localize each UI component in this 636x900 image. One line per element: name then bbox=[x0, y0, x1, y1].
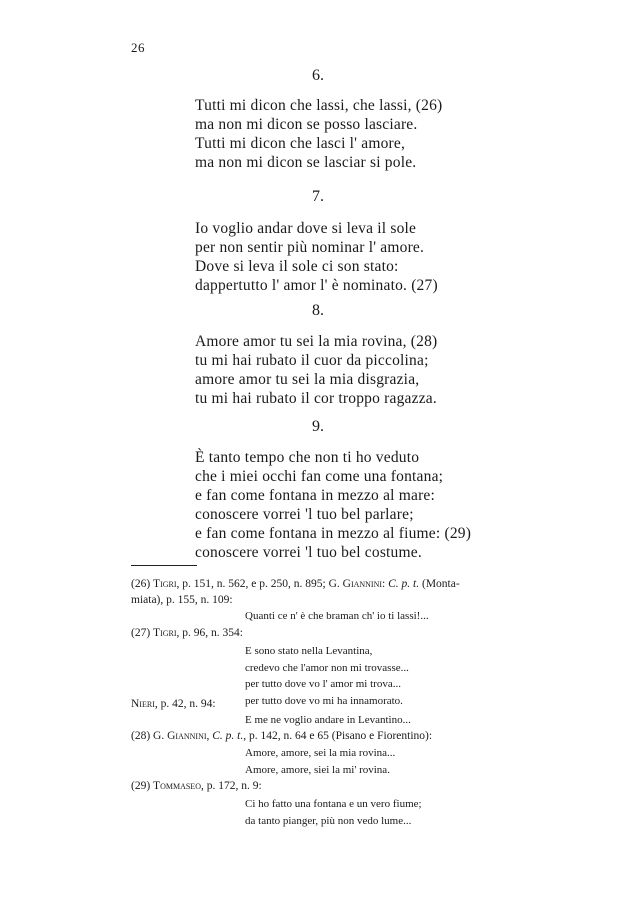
verse-line: Tutti mi dicon che lassi, che lassi, (26) bbox=[195, 97, 443, 114]
quote-line: E sono stato nella Levantina, bbox=[245, 645, 373, 657]
stanza-8 bbox=[195, 332, 437, 408]
footnote-author: G. Giannini bbox=[153, 730, 207, 742]
stanza-number: 8. bbox=[312, 302, 324, 319]
quote-line: credevo che l'amor non mi trovasse... bbox=[245, 661, 409, 674]
footnote-work: C. p. t. bbox=[388, 578, 420, 590]
footnote-nieri bbox=[131, 697, 216, 712]
footnote-quote bbox=[245, 712, 411, 729]
verse-line: conoscere vorrei 'l tuo bel costume. bbox=[195, 544, 422, 561]
verse-line: e fan come fontana in mezzo al fiume: (29) bbox=[195, 525, 472, 542]
footnote-ref: (Monta- bbox=[422, 578, 460, 590]
verse-line: tu mi hai rubato il cuor da piccolina; bbox=[195, 352, 429, 369]
footnote-ref: , p. 42, n. 94: bbox=[154, 698, 216, 710]
stanza-number: 9. bbox=[312, 418, 324, 435]
verse-line: per non sentir più nominar l' amore. bbox=[195, 239, 425, 256]
quote-line: per tutto dove vo l' amor mi trova... bbox=[245, 678, 401, 690]
footnote-continuation: miata), p. 155, n. 109: bbox=[131, 594, 233, 606]
stanza-number: 6. bbox=[312, 67, 324, 84]
quote-line: Ci ho fatto una fontana e un vero fiume; bbox=[245, 798, 422, 810]
footnote-quote bbox=[245, 608, 429, 625]
footnote-28: (28) G. Giannini, C. p. t., p. 142, n. 64 e 65 (Pisano e Fiorentino): bbox=[131, 730, 433, 742]
verse-line: amore amor tu sei la mia disgrazia, bbox=[195, 371, 420, 388]
verse-line: conoscere vorrei 'l tuo bel parlare; bbox=[195, 506, 414, 523]
footnote-26 bbox=[131, 577, 460, 592]
footnote-mark: (26) bbox=[131, 578, 151, 590]
footnote-29 bbox=[131, 779, 262, 794]
quote-line: Amore, amore, sei la mia rovina... bbox=[245, 747, 396, 759]
stanza-9 bbox=[195, 448, 471, 562]
footnote-author: Nieri bbox=[131, 698, 155, 710]
footnote-work: C. p. t. bbox=[212, 730, 244, 742]
verse-line: Io voglio andar dove si leva il sole bbox=[195, 220, 417, 237]
footnote-27 bbox=[131, 626, 243, 641]
page-number: 26 bbox=[131, 40, 145, 55]
footnote-colon: : bbox=[382, 578, 386, 590]
footnote-quote bbox=[245, 796, 422, 829]
footnote-ref: , p. 151, n. 562, e p. 250, n. 895; bbox=[176, 578, 326, 590]
footnote-author: G. Giannini bbox=[328, 578, 383, 590]
verse-line: dappertutto l' amor l' è nominato. (27) bbox=[195, 277, 438, 294]
verse-line: ma non mi dicon se posso lasciare. bbox=[195, 116, 418, 133]
footnote-divider bbox=[131, 565, 197, 566]
footnote-author: Tommaseo bbox=[153, 780, 201, 792]
footnote-mark: (27) bbox=[131, 627, 151, 639]
stanza-7 bbox=[195, 219, 438, 295]
verse-line: Tutti mi dicon che lasci l' amore, bbox=[195, 135, 406, 152]
stanza-number: 7. bbox=[312, 188, 324, 205]
footnote-mark: (28) bbox=[131, 730, 151, 742]
verse-line: Dove si leva il sole ci son stato: bbox=[195, 258, 399, 275]
verse-line: che i miei occhi fan come una fontana; bbox=[195, 468, 444, 485]
verse-line: ma non mi dicon se lasciar si pole. bbox=[195, 154, 417, 171]
verse-line: e fan come fontana in mezzo al mare: bbox=[195, 487, 436, 504]
footnote-ref: , p. 96, n. 354: bbox=[176, 627, 243, 639]
footnote-ref: , p. 142, n. 64 e 65 (Pisano e Fiorentino): bbox=[243, 730, 433, 742]
footnote-author: Tigri bbox=[153, 627, 177, 639]
quote-line: Amore, amore, siei la mi' rovina. bbox=[245, 763, 390, 776]
footnote-quote bbox=[245, 745, 395, 778]
verse-line: Amore amor tu sei la mia rovina, (28) bbox=[195, 333, 438, 350]
footnote-mark: (29) bbox=[131, 780, 151, 792]
quote-line: da tanto pianger, più non vedo lume... bbox=[245, 814, 412, 827]
footnote-author: Tigri bbox=[153, 578, 177, 590]
footnote-quote bbox=[245, 643, 409, 709]
verse-line: tu mi hai rubato il cor troppo ragazza. bbox=[195, 390, 437, 407]
footnote-ref: , p. 172, n. 9: bbox=[200, 780, 262, 792]
quote-line: E me ne voglio andare in Levantino... bbox=[245, 714, 411, 726]
stanza-6 bbox=[195, 96, 442, 172]
quote-line: per tutto dove vo mi ha innamorato. bbox=[245, 694, 403, 707]
verse-line: È tanto tempo che non ti ho veduto bbox=[195, 449, 420, 466]
quote-line: Quanti ce n' è che braman ch' io ti lassi!... bbox=[245, 610, 429, 622]
